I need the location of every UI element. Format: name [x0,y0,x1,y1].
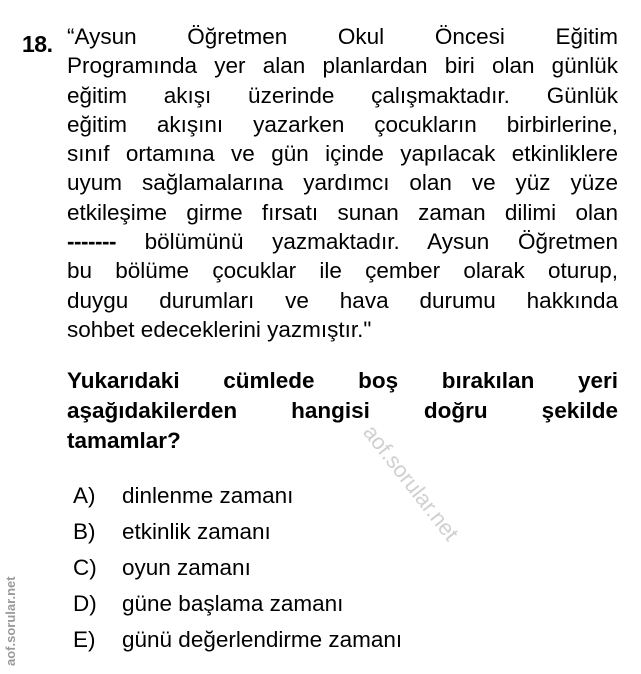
stem-line: sohbet edeceklerini yazmıştır." [67,316,372,342]
prompt-line: Yukarıdaki cümlede boş bırakılan yeri [67,368,618,393]
option-letter: D) [73,591,97,616]
stem-line-rest: bölümünü yazmaktadır. Aysun Öğretmen [144,229,618,255]
option-letter: C) [73,555,97,580]
option-text: oyun zamanı [122,555,251,580]
diagonal-watermark: aof.sorular.net [358,420,464,546]
stem-line: etkileşime girme fırsatı sunan zaman dilimi olan [67,199,618,225]
stem-line: sınıf ortamına ve gün içinde yapılacak etkinliklere [67,141,618,167]
option-letter: A) [73,483,96,508]
option-text: dinlenme zamanı [122,483,294,508]
question-prompt [67,366,618,456]
prompt-line: aşağıdakilerden hangisi doğru şekilde [67,398,618,423]
option-text: etkinlik zamanı [122,519,271,544]
option-text: günü değerlendirme zamanı [122,627,403,652]
stem-line: uyum sağlamalarına yardımcı olan ve yüz yüze [67,170,618,196]
option-letter: E) [73,627,96,652]
stem-line: bu bölüme çocuklar ile çember olarak oturup, [67,258,618,284]
stem-line: eğitim akışını yazarken çocukların birbirlerine, [67,111,618,137]
stem-line: duygu durumları ve hava durumu hakkında [67,287,618,313]
prompt-line: tamamlar? [67,428,181,453]
stem-line: Programında yer alan planlardan biri olan günlük [67,53,618,79]
question-stem [67,22,618,344]
stem-line: eğitim akışı üzerinde çalışmaktadır. Günlük [67,82,618,108]
option-text: güne başlama zamanı [122,591,344,616]
stem-line: “Aysun Öğretmen Okul Öncesi Eğitim [67,24,618,49]
side-watermark: aof.sorular.net [3,576,18,666]
stem-line-with-blank [67,227,618,256]
question-number: 18. [22,31,53,57]
option-letter: B) [73,519,96,544]
blank-placeholder: ------- [67,229,116,255]
